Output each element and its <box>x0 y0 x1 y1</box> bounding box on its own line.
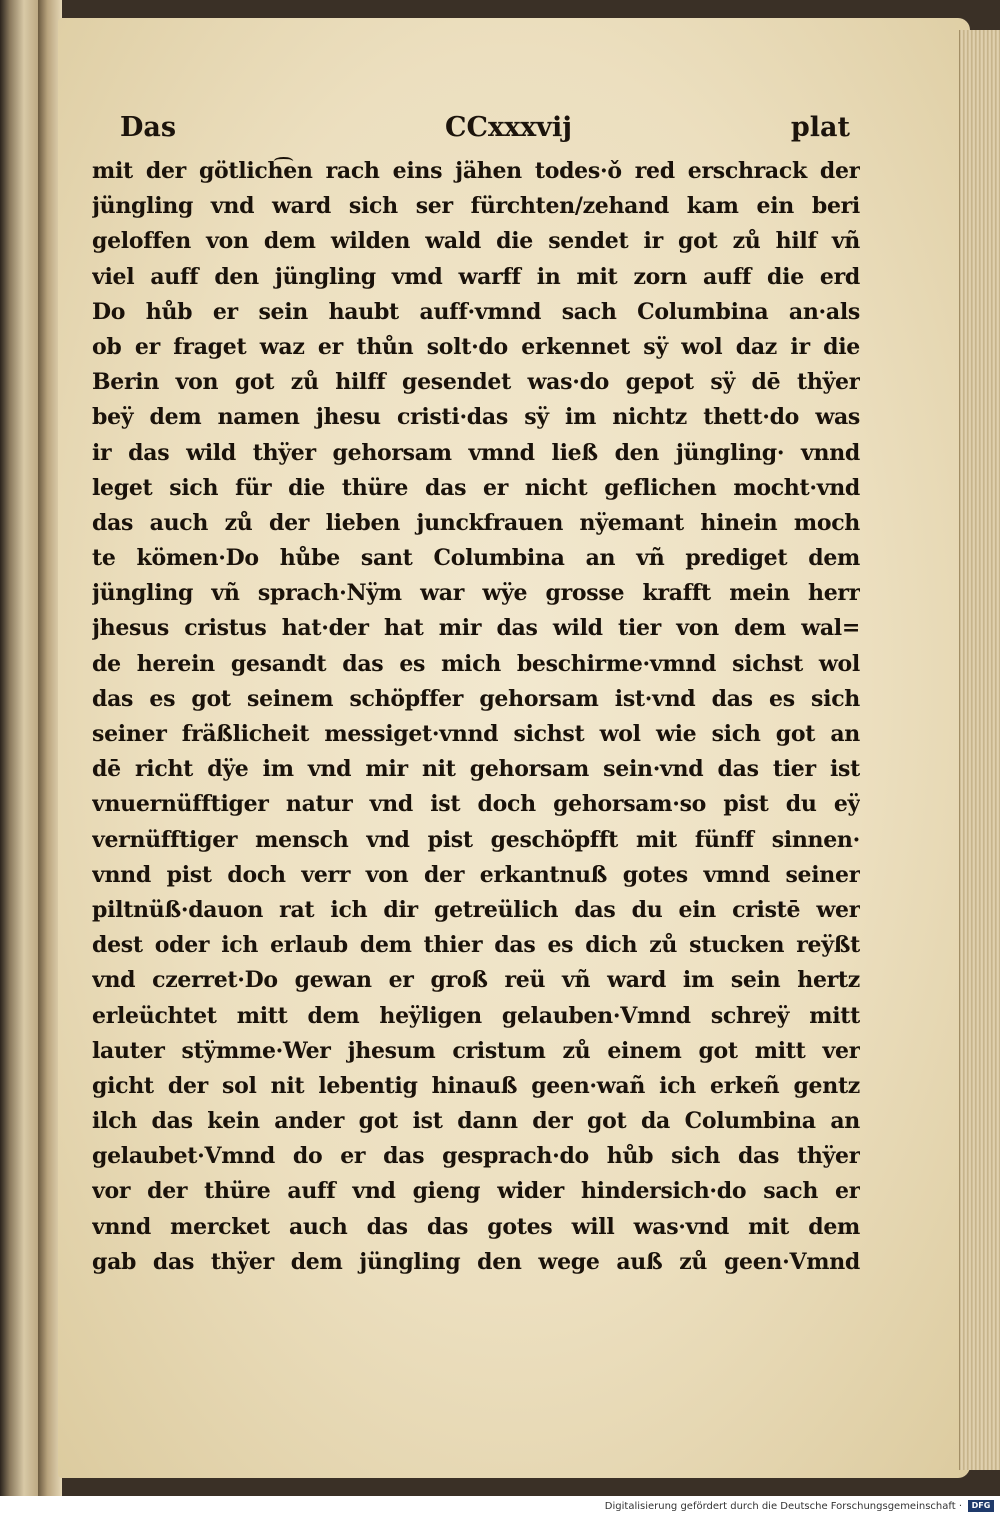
text-line: Berin von got zů hilff gesendet was·do gepot sÿ dē thÿer <box>92 369 860 396</box>
body-text <box>92 154 860 1280</box>
header-right: plat <box>790 112 850 143</box>
text-line: vnd czerret·Do gewan er groß reü vñ ward im sein hertz <box>92 967 860 994</box>
page-header <box>120 112 850 152</box>
header-left: Das <box>120 112 177 143</box>
text-line: das auch zů der lieben junckfrauen nÿemant hinein moch <box>92 509 860 536</box>
text-line: gab das thÿer dem jüngling den wege auß zů geen·Vmnd <box>92 1248 860 1275</box>
text-line: jüngling vnd ward sich ser fürchten/zehand kam ein beri <box>92 193 860 220</box>
text-line: de herein gesandt das es mich beschirme·vmnd sichst wol <box>92 650 860 677</box>
text-line: jhesus cristus hat·der hat mir das wild tier von dem wal= <box>92 615 860 642</box>
facing-page-edge <box>0 0 40 1496</box>
text-line: mit der götlich͡en rach eins jähen todes·ǒ red erschrack der <box>92 158 860 184</box>
text-line: erleüchtet mitt dem heÿligen gelauben·Vmnd schreÿ mitt <box>92 1002 860 1029</box>
text-line: vnnd pist doch verr von der erkantnuß gotes vmnd seiner <box>92 861 860 888</box>
text-line: Do hůb er sein haubt auff·vmnd sach Columbina an·als <box>92 298 860 325</box>
text-line: vnuernüfftiger natur vnd ist doch gehorsam·so pist du eÿ <box>92 791 860 818</box>
text-line: jüngling vñ sprach·Nÿm war wÿe grosse krafft mein herr <box>92 580 860 607</box>
text-line: das es got seinem schöpffer gehorsam ist·vnd das es sich <box>92 685 860 712</box>
text-line: vernüfftiger mensch vnd pist geschöpfft mit fünff sinnen· <box>92 826 860 853</box>
text-line: vnnd mercket auch das das gotes will was·vnd mit dem <box>92 1213 860 1240</box>
text-line: te kömen·Do hůbe sant Columbina an vñ prediget dem <box>92 545 860 572</box>
text-line: leget sich für die thüre das er nicht geflichen mocht·vnd <box>92 474 860 501</box>
page-edges-right <box>959 30 1000 1470</box>
text-line: ob er fraget waz er thůn solt·do erkennet sÿ wol daz ir die <box>92 333 860 360</box>
folio-number: CCxxxvij <box>445 112 572 143</box>
text-line: lauter stÿmme·Wer jhesum cristum zů einem got mitt ver <box>92 1037 860 1064</box>
text-line: piltnüß·dauon rat ich dir getreülich das du ein cristē wer <box>92 896 860 923</box>
text-line: vor der thüre auff vnd gieng wider hindersich·do sach er <box>92 1178 860 1205</box>
text-line: viel auff den jüngling vmd warff in mit zorn auff die erd <box>92 263 860 290</box>
text-line: dē richt dÿe im vnd mir nit gehorsam sein·vnd das tier ist <box>92 756 860 783</box>
text-line: ir das wild thÿer gehorsam vmnd ließ den jüngling· vnnd <box>92 439 860 466</box>
text-line: gicht der sol nit lebentig hinauß geen·wañ ich erkeñ gentz <box>92 1072 860 1099</box>
credit-text: Digitalisierung gefördert durch die Deutsche Forschungsgemeinschaft · <box>604 1501 962 1512</box>
dfg-logo: DFG <box>968 1500 994 1512</box>
text-line: gelaubet·Vmnd do er das gesprach·do hůb sich das thÿer <box>92 1143 860 1170</box>
text-line: dest oder ich erlaub dem thier das es dich zů stucken reÿßt <box>92 932 860 959</box>
text-line: beÿ dem namen jhesu cristi·das sÿ im nichtz thett·do was <box>92 404 860 431</box>
text-line: ilch das kein ander got ist dann der got da Columbina an <box>92 1108 860 1135</box>
digitization-credit <box>0 1496 1000 1517</box>
text-line: seiner fräßlicheit messiget·vnnd sichst wol wie sich got an <box>92 721 860 747</box>
text-line: geloffen von dem wilden wald die sendet ir got zů hilf vñ <box>92 228 860 255</box>
